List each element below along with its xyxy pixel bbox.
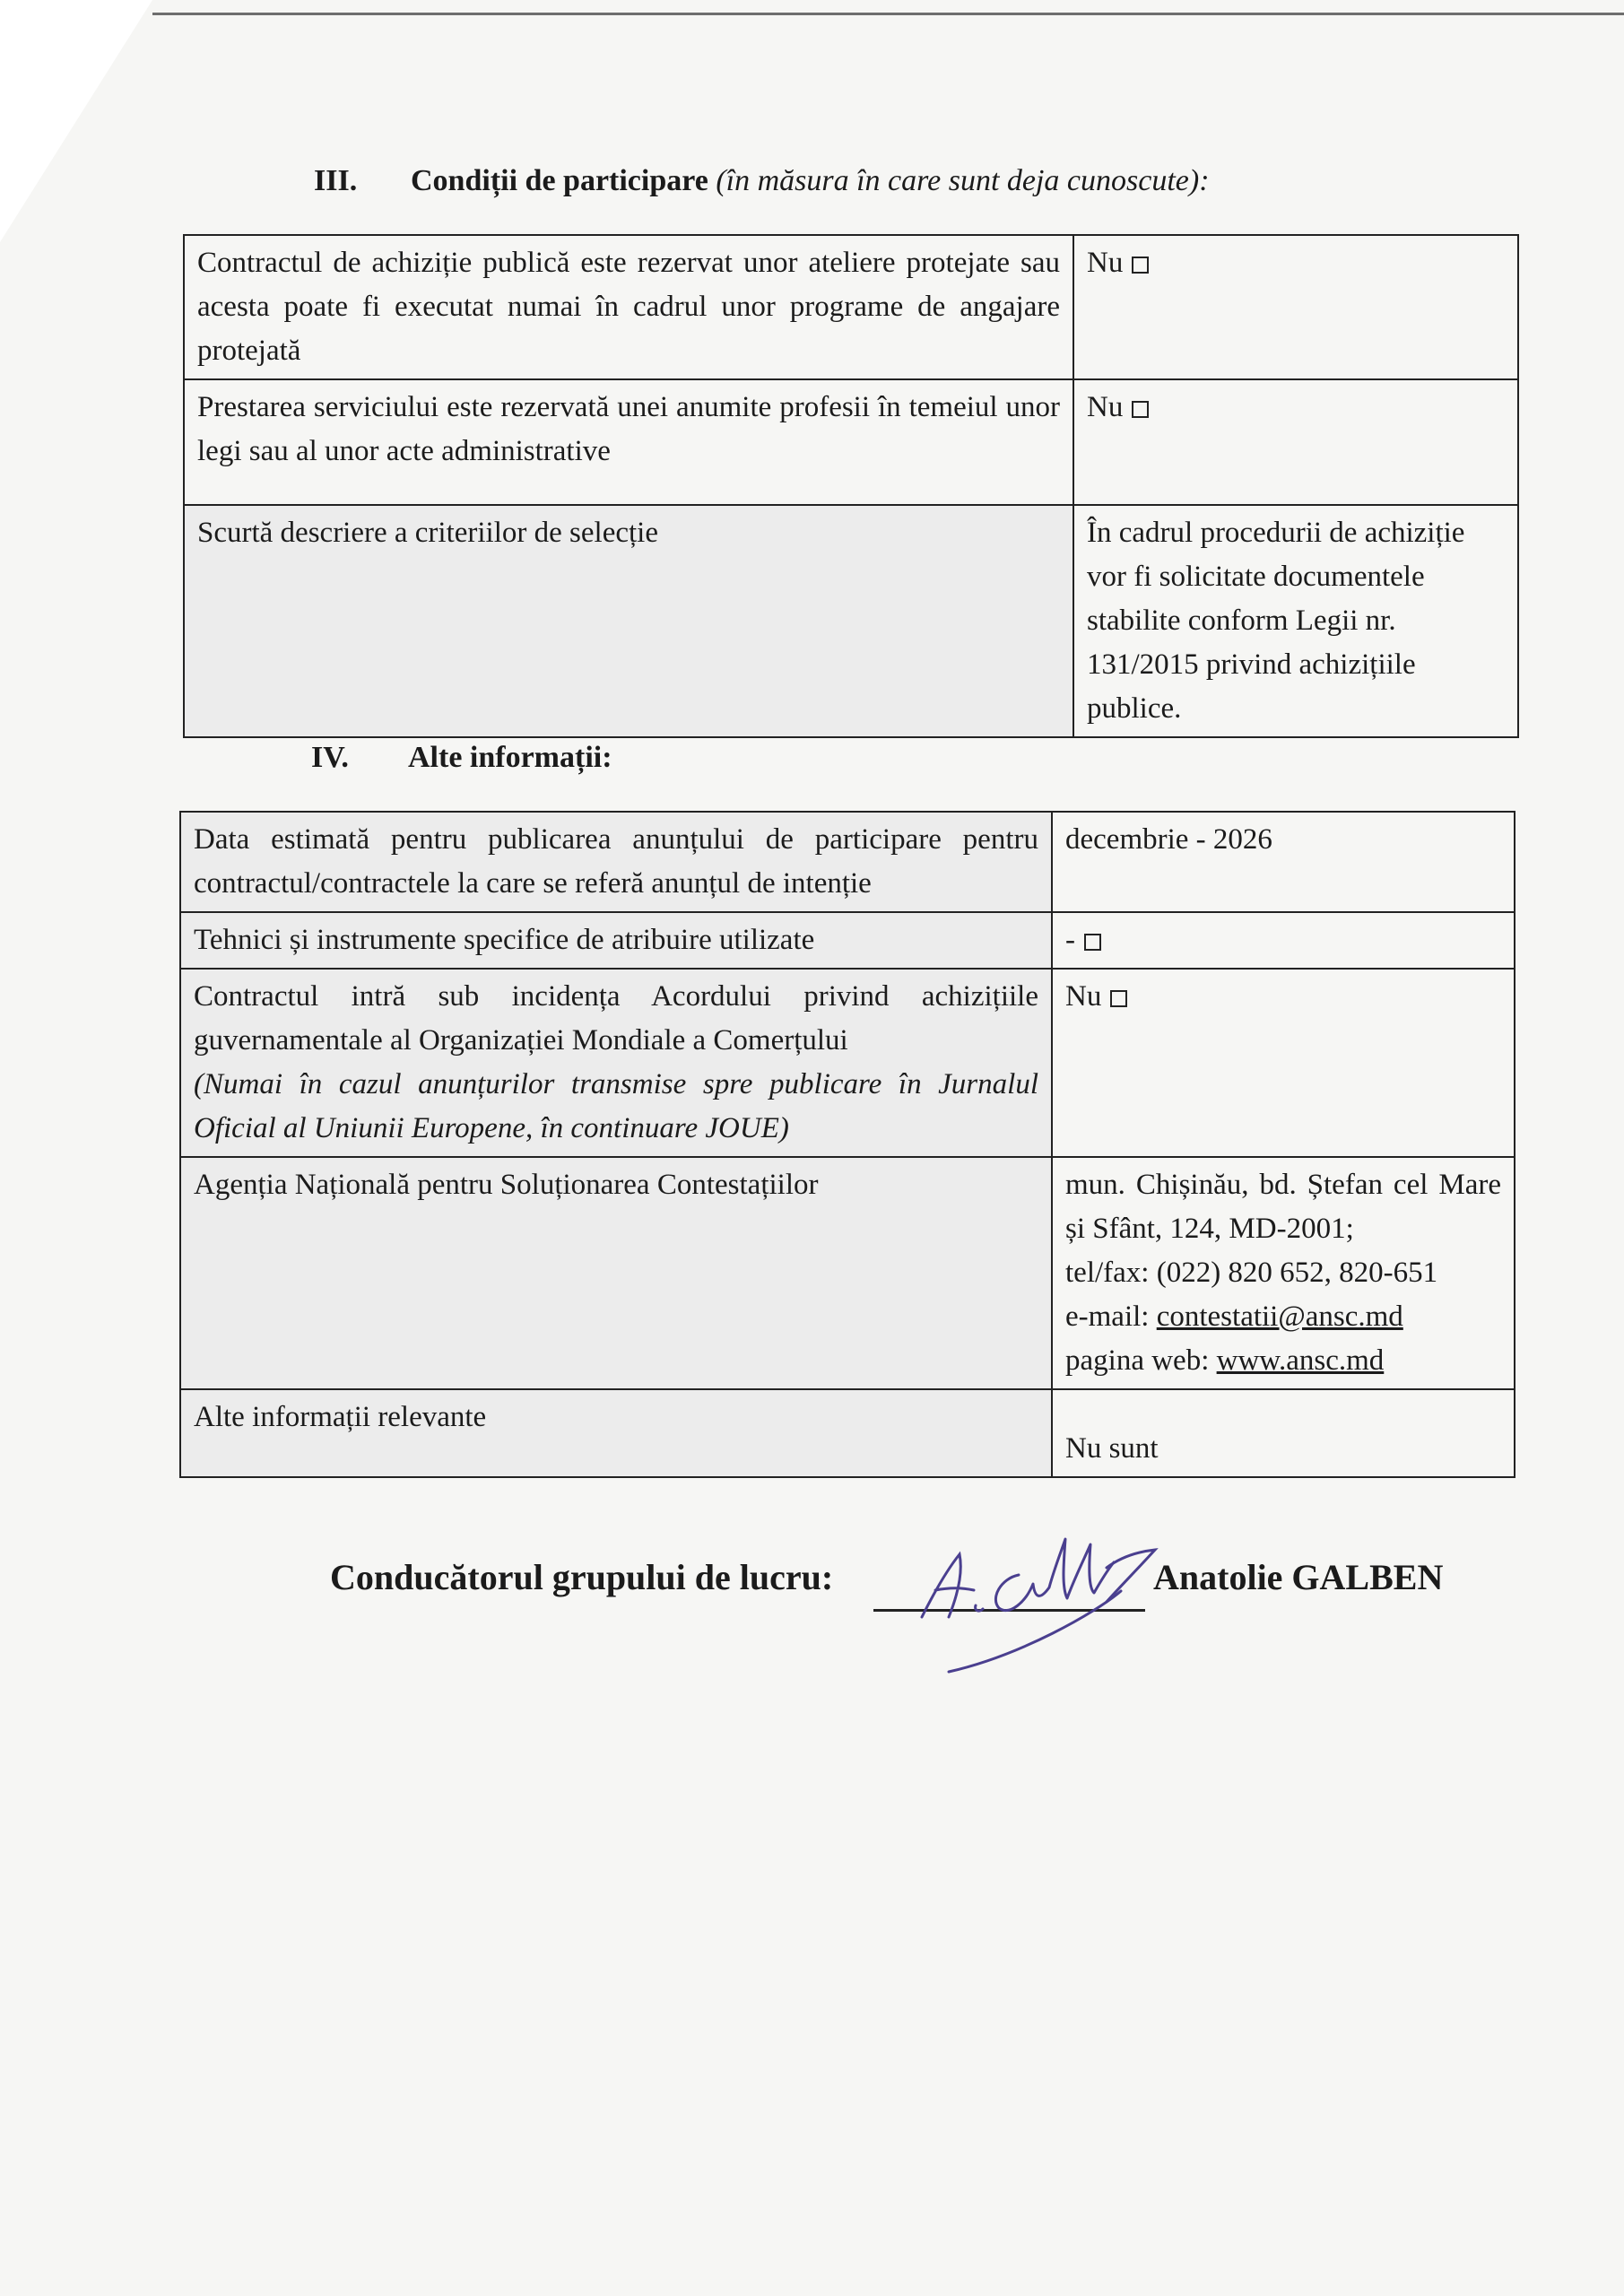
award-techniques-label: Tehnici și instrumente specifice de atribuire utilizate xyxy=(180,912,1052,969)
section-iii-heading xyxy=(314,164,1210,198)
scan-folded-corner xyxy=(0,0,152,242)
reserved-workshops-value: Nu xyxy=(1087,247,1124,279)
ansc-contact-cell xyxy=(1052,1157,1515,1389)
checkbox-icon xyxy=(1132,257,1149,274)
signatory-role: Conducătorul grupului de lucru: xyxy=(330,1557,834,1597)
ansc-label: Agenția Națională pentru Soluționarea Contestațiilor xyxy=(180,1157,1052,1389)
wto-agreement-value-cell xyxy=(1052,969,1515,1157)
wto-agreement-note: (Numai în cazul anunțurilor transmise spre publicare în Jurnalul Oficial al Uniunii Europene, în continuare JOUE) xyxy=(194,1068,1038,1144)
table-row xyxy=(180,812,1515,912)
participation-conditions-table xyxy=(183,234,1519,738)
ansc-phone: tel/fax: (022) 820 652, 820-651 xyxy=(1065,1257,1438,1289)
table-row xyxy=(180,912,1515,969)
table-row xyxy=(184,505,1518,737)
signature-block xyxy=(330,1541,1496,1639)
checkbox-icon xyxy=(1084,934,1101,951)
wto-agreement-value: Nu xyxy=(1065,980,1102,1013)
ansc-email-label: e-mail: xyxy=(1065,1300,1150,1333)
ansc-web-label: pagina web: xyxy=(1065,1344,1210,1377)
reserved-profession-label: Prestarea serviciului este rezervată unei anumite profesii în temeiul unor legi sau al unor acte administrative xyxy=(184,379,1073,505)
section-iii-number: III. xyxy=(314,164,358,197)
handwritten-signature xyxy=(886,1505,1191,1684)
ansc-email-link[interactable]: contestatii@ansc.md xyxy=(1156,1300,1403,1333)
table-row xyxy=(184,235,1518,379)
selection-criteria-value: În cadrul procedurii de achiziție vor fi solicitate documentele stabilite conform Legii nr. 131/2015 privind achizițiile publice. xyxy=(1073,505,1518,737)
checkbox-icon xyxy=(1110,990,1127,1007)
other-info-value: Nu sunt xyxy=(1052,1389,1515,1477)
wto-agreement-label: Contractul intră sub incidența Acordului privind achizițiile guvernamentale al Organizației Mondiale a Comerțului xyxy=(194,980,1038,1057)
ansc-address: mun. Chișinău, bd. Ștefan cel Mare și Sfânt, 124, MD-2001; xyxy=(1065,1169,1501,1245)
award-techniques-value: - xyxy=(1065,924,1075,956)
ansc-web-link[interactable]: www.ansc.md xyxy=(1216,1344,1385,1377)
other-information-table xyxy=(179,811,1515,1478)
signatory-name: Anatolie GALBEN xyxy=(1153,1557,1444,1597)
section-iii-title: Condiții de participare xyxy=(411,164,708,197)
table-row xyxy=(184,379,1518,505)
section-iv-heading xyxy=(311,741,612,775)
selection-criteria-label: Scurtă descriere a criteriilor de selecție xyxy=(184,505,1073,737)
section-iv-number: IV. xyxy=(311,741,349,774)
reserved-workshops-value-cell xyxy=(1073,235,1518,379)
table-row xyxy=(180,1157,1515,1389)
ansc-email-line xyxy=(1065,1295,1501,1339)
reserved-profession-value-cell xyxy=(1073,379,1518,505)
reserved-workshops-label: Contractul de achiziție publică este rezervat unor ateliere protejate sau acesta poate fi executat numai în cadrul unor programe de angajare protejată xyxy=(184,235,1073,379)
table-row xyxy=(180,1389,1515,1477)
other-info-label: Alte informații relevante xyxy=(180,1389,1052,1477)
checkbox-icon xyxy=(1132,401,1149,418)
publication-date-label: Data estimată pentru publicarea anunțului de participare pentru contractul/contractele la care se referă anunțul de intenție xyxy=(180,812,1052,912)
award-techniques-value-cell xyxy=(1052,912,1515,969)
ansc-web-line xyxy=(1065,1339,1501,1383)
section-iii-note: (în măsura în care sunt deja cunoscute): xyxy=(716,164,1210,197)
reserved-profession-value: Nu xyxy=(1087,391,1124,423)
publication-date-value: decembrie - 2026 xyxy=(1052,812,1515,912)
wto-agreement-label-cell xyxy=(180,969,1052,1157)
section-iv-title: Alte informații: xyxy=(408,741,612,774)
table-row xyxy=(180,969,1515,1157)
scan-top-edge xyxy=(152,13,1624,15)
